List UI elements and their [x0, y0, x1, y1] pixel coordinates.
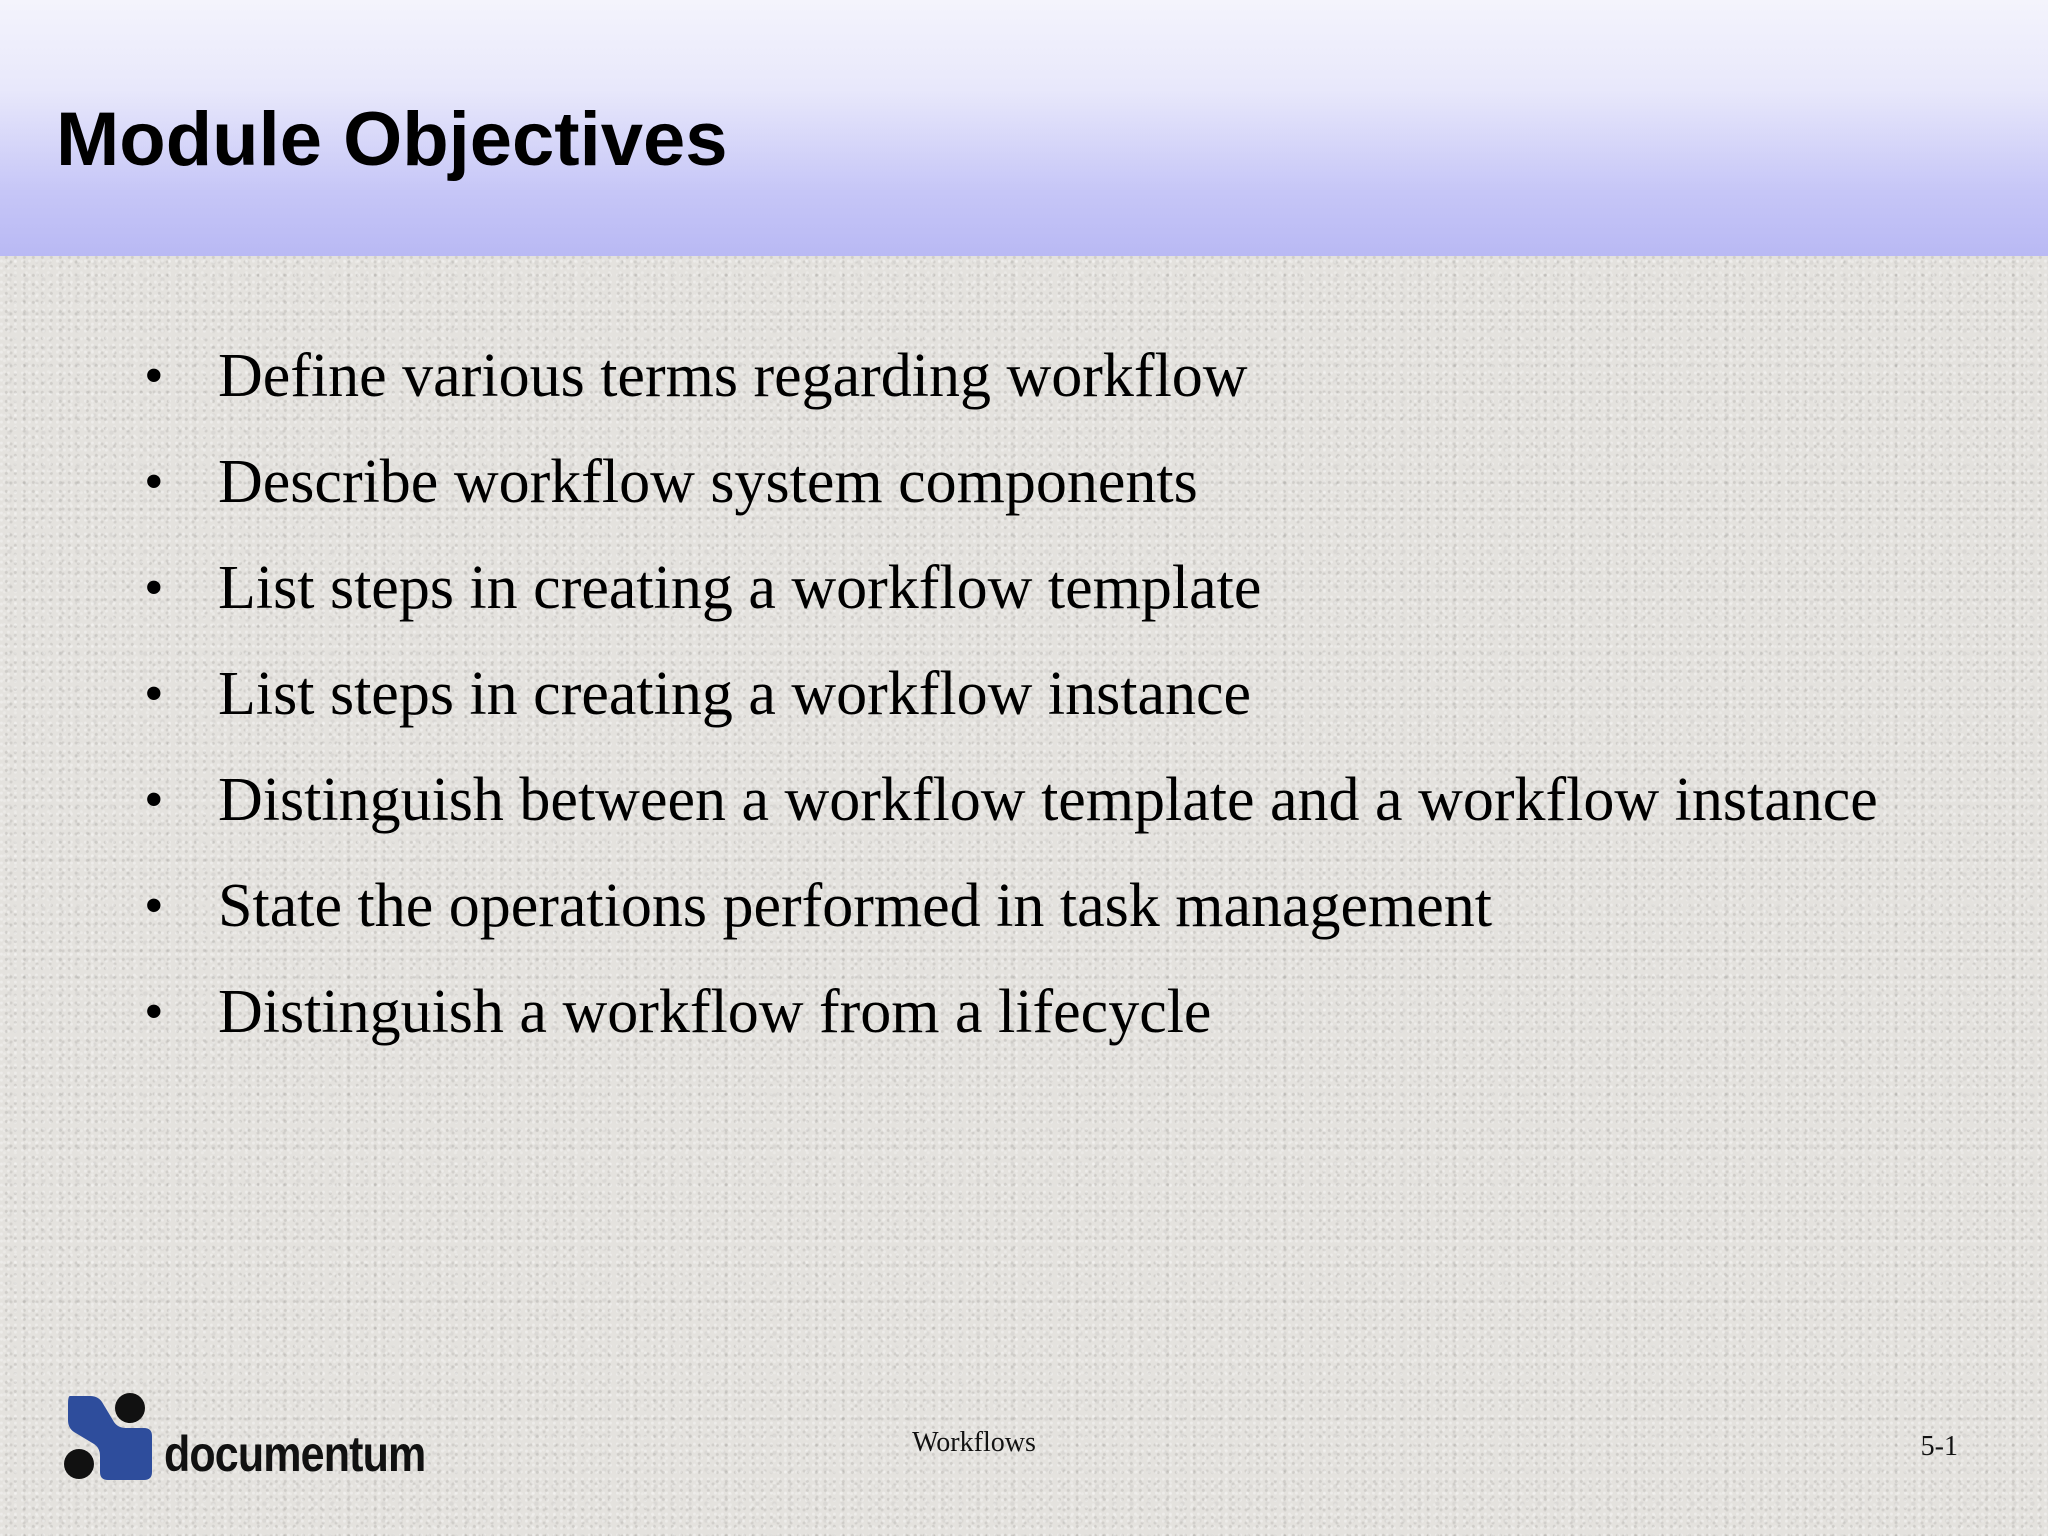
- bullet-icon: •: [144, 451, 164, 513]
- bullet-text: Describe workflow system components: [218, 448, 1198, 516]
- bullet-icon: •: [144, 769, 164, 831]
- bullet-item: [140, 971, 1940, 1053]
- bullet-text: Distinguish a workflow from a lifecycle: [218, 978, 1212, 1046]
- bullet-item: [140, 653, 1940, 735]
- objectives-list: [140, 335, 1940, 1077]
- bullet-icon: •: [144, 875, 164, 937]
- bullet-icon: •: [144, 345, 164, 407]
- bullet-text: List steps in creating a workflow instance: [218, 660, 1252, 728]
- bullet-item: [140, 547, 1940, 629]
- bullet-text: State the operations performed in task management: [218, 872, 1493, 940]
- bullet-icon: •: [144, 663, 164, 725]
- bullet-text: Distinguish between a workflow template and a workflow instance: [218, 766, 1878, 834]
- logo-wordmark: documentum: [164, 1426, 426, 1482]
- bullet-item: [140, 441, 1940, 523]
- logo-dot-top: [115, 1393, 145, 1423]
- bullet-icon: •: [144, 557, 164, 619]
- footer-section-name: Workflows: [912, 1427, 1036, 1458]
- bullet-text: List steps in creating a workflow template: [218, 554, 1262, 622]
- bullet-item: [140, 335, 1940, 417]
- header-band: [0, 0, 2048, 256]
- bullet-item: [140, 865, 1940, 947]
- bullet-item: [140, 759, 1940, 841]
- page-number: 5-1: [1920, 1431, 1958, 1462]
- bullet-text: Define various terms regarding workflow: [218, 342, 1248, 410]
- slide-title: Module Objectives: [56, 97, 728, 182]
- bullet-icon: •: [144, 981, 164, 1043]
